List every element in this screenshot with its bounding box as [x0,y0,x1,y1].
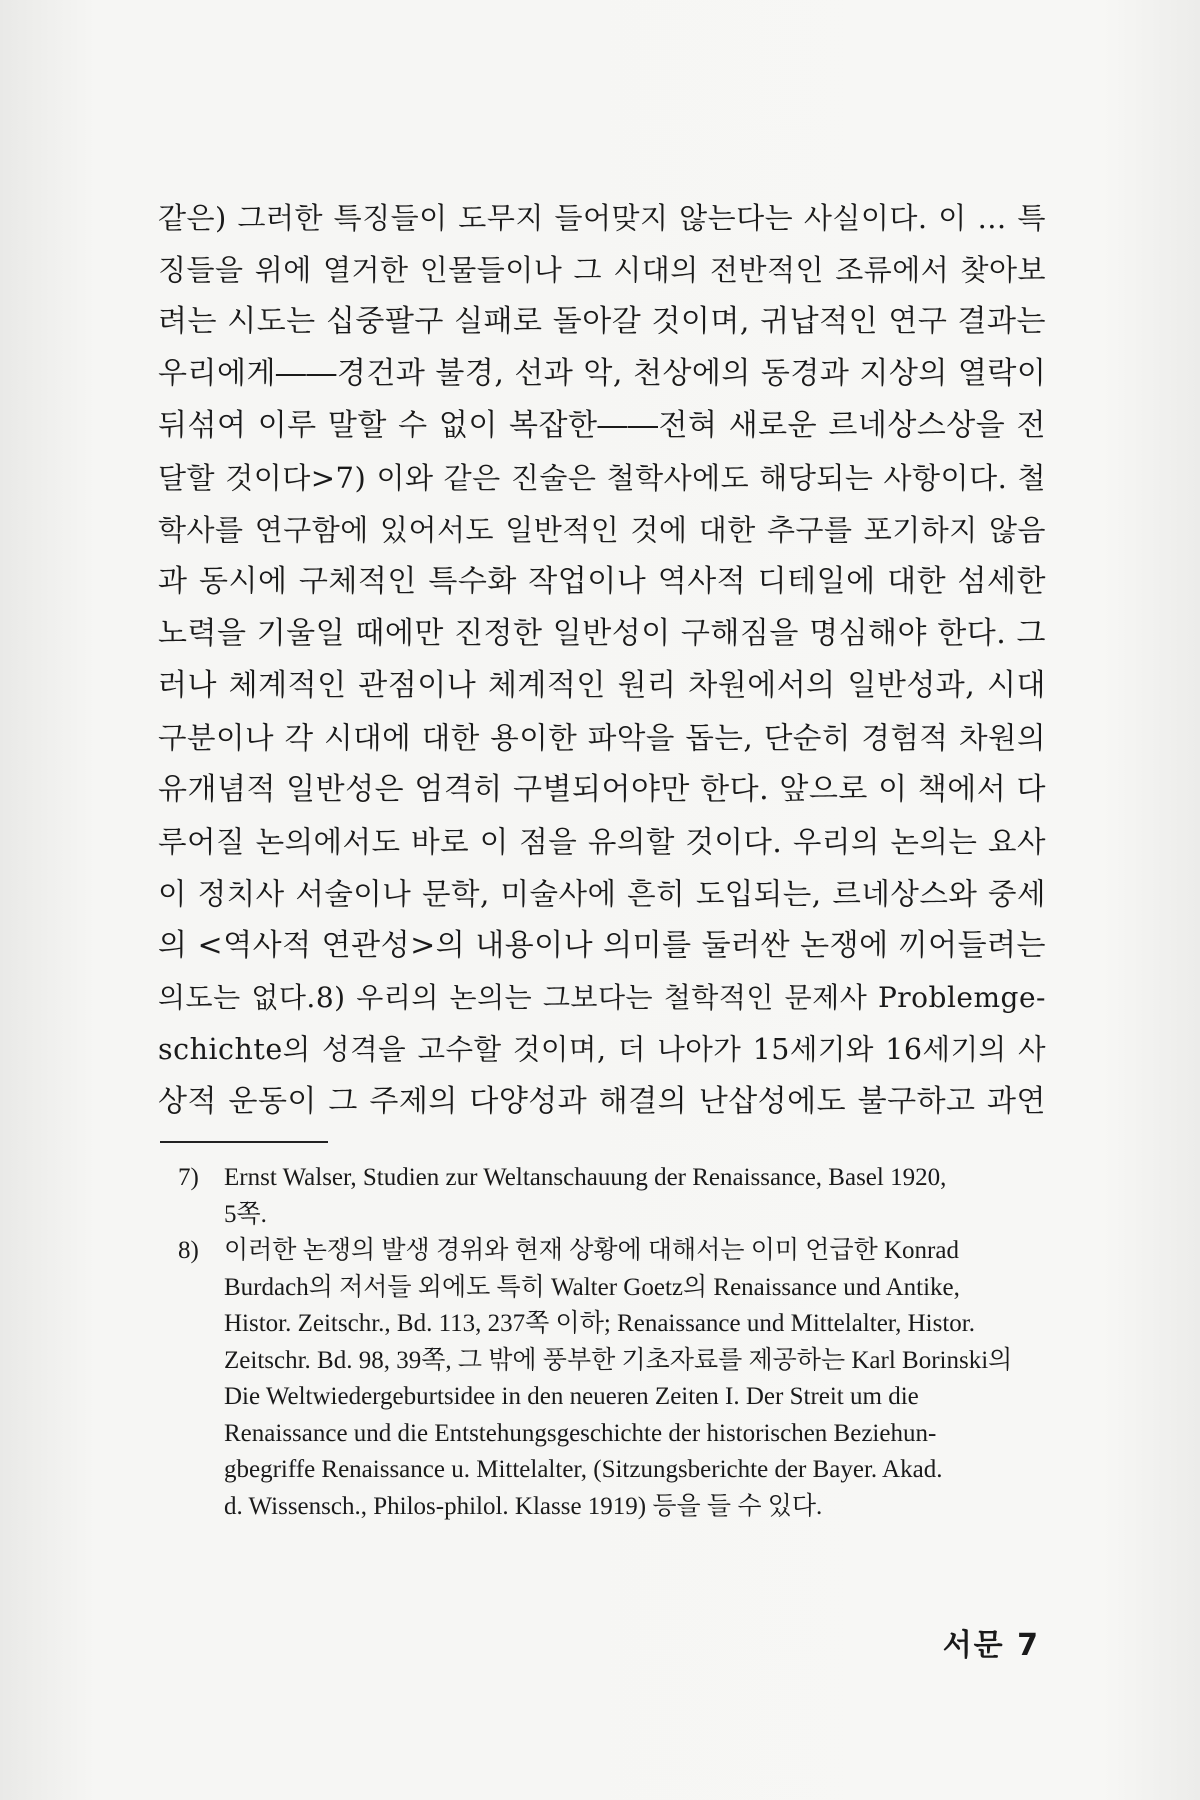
footnote-line: Renaissance und die Entstehungsgeschichte der historischen Beziehun- [224,1419,937,1447]
footnote-line: Die Weltwiedergeburtsidee in den neueren Zeiten I. Der Streit um die [224,1383,919,1410]
footnote-separator [160,1141,328,1143]
body-line: 유개념적 일반성은 엄격히 구별되어야만 한다. 앞으로 이 책에서 다 [158,772,1046,807]
footnote-number: 7) [178,1164,199,1191]
footnotes [178,1160,1068,1525]
page-number: 7 [1017,1628,1040,1663]
body-line: 루어질 논의에서도 바로 이 점을 유의할 것이다. 우리의 논의는 요사 [158,825,1046,859]
footnote-line: gbegriffe Renaissance u. Mittelalter, (Sitzungsberichte der Bayer. Akad. [224,1456,943,1483]
footnote-line: Ernst Walser, Studien zur Weltanschauung der Renaissance, Basel 1920, [224,1164,947,1191]
body-line: 이 정치사 서술이나 문학, 미술사에 흔히 도입되는, 르네상스와 중세 [158,877,1046,911]
page-folio [943,1620,1040,1664]
body-line: 구분이나 각 시대에 대한 용이한 파악을 돕는, 단순히 경험적 차원의 [158,721,1046,755]
footnote-line: 이러한 논쟁의 발생 경위와 현재 상황에 대해서는 이미 언급한 Konrad [224,1237,959,1264]
footnote-8 [178,1233,1068,1525]
footnote-line: Histor. Zeitschr., Bd. 113, 237쪽 이하; Renaissance und Mittelalter, Histor. [224,1310,975,1337]
body-line: 학사를 연구함에 있어서도 일반적인 것에 대한 추구를 포기하지 않음 [158,513,1046,547]
footnote-line: Burdach의 저서들 외에도 특히 Walter Goetz의 Renaissance und Antike, [224,1273,960,1301]
footnote-number: 8) [178,1237,199,1264]
body-line: 같은) 그러한 특징들이 도무지 들어맞지 않는다는 사실이다. 이 … 특 [158,201,1046,235]
body-line: 징들을 위에 열거한 인물들이나 그 시대의 전반적인 조류에서 찾아보 [158,253,1046,287]
footnote-line: Zeitschr. Bd. 98, 39쪽, 그 밖에 풍부한 기초자료를 제공하는 Karl Borinski의 [224,1346,1013,1374]
body-line: schichte의 성격을 고수할 것이며, 더 나아가 15세기와 16세기의 사 [158,1033,1046,1066]
body-line: 뒤섞여 이루 말할 수 없이 복잡한――전혀 새로운 르네상스상을 전 [158,408,1046,443]
footnote-line: 5쪽. [224,1200,267,1228]
body-line: 의 <역사적 연관성>의 내용이나 의미를 둘러싼 논쟁에 끼어들려는 [158,928,1047,963]
body-line: 러나 체계적인 관점이나 체계적인 원리 차원에서의 일반성과, 시대 [158,668,1046,703]
body-line: 노력을 기울일 때에만 진정한 일반성이 구해짐을 명심해야 한다. 그 [158,616,1046,651]
footnote-line: d. Wissensch., Philos-philol. Klasse 1919) 등을 들 수 있다. [224,1492,823,1520]
running-head: 서문 [942,1628,1005,1663]
body-line: 상적 운동이 그 주제의 다양성과 해결의 난삽성에도 불구하고 과연 [158,1084,1046,1119]
body-line: 려는 시도는 십중팔구 실패로 돌아갈 것이며, 귀납적인 연구 결과는 [158,304,1046,339]
body-text [158,192,1046,1128]
body-line: 달할 것이다>7) 이와 같은 진술은 철학사에도 해당되는 사항이다. 철 [158,461,1046,495]
body-line: 우리에게――경건과 불경, 선과 악, 천상에의 동경과 지상의 열락이 [158,356,1047,391]
footnote-7 [178,1160,1068,1233]
body-line: 의도는 없다.8) 우리의 논의는 그보다는 철학적인 문제사 Problemge- [158,981,1046,1014]
body-line: 과 동시에 구체적인 특수화 작업이나 역사적 디테일에 대한 섬세한 [158,564,1046,599]
